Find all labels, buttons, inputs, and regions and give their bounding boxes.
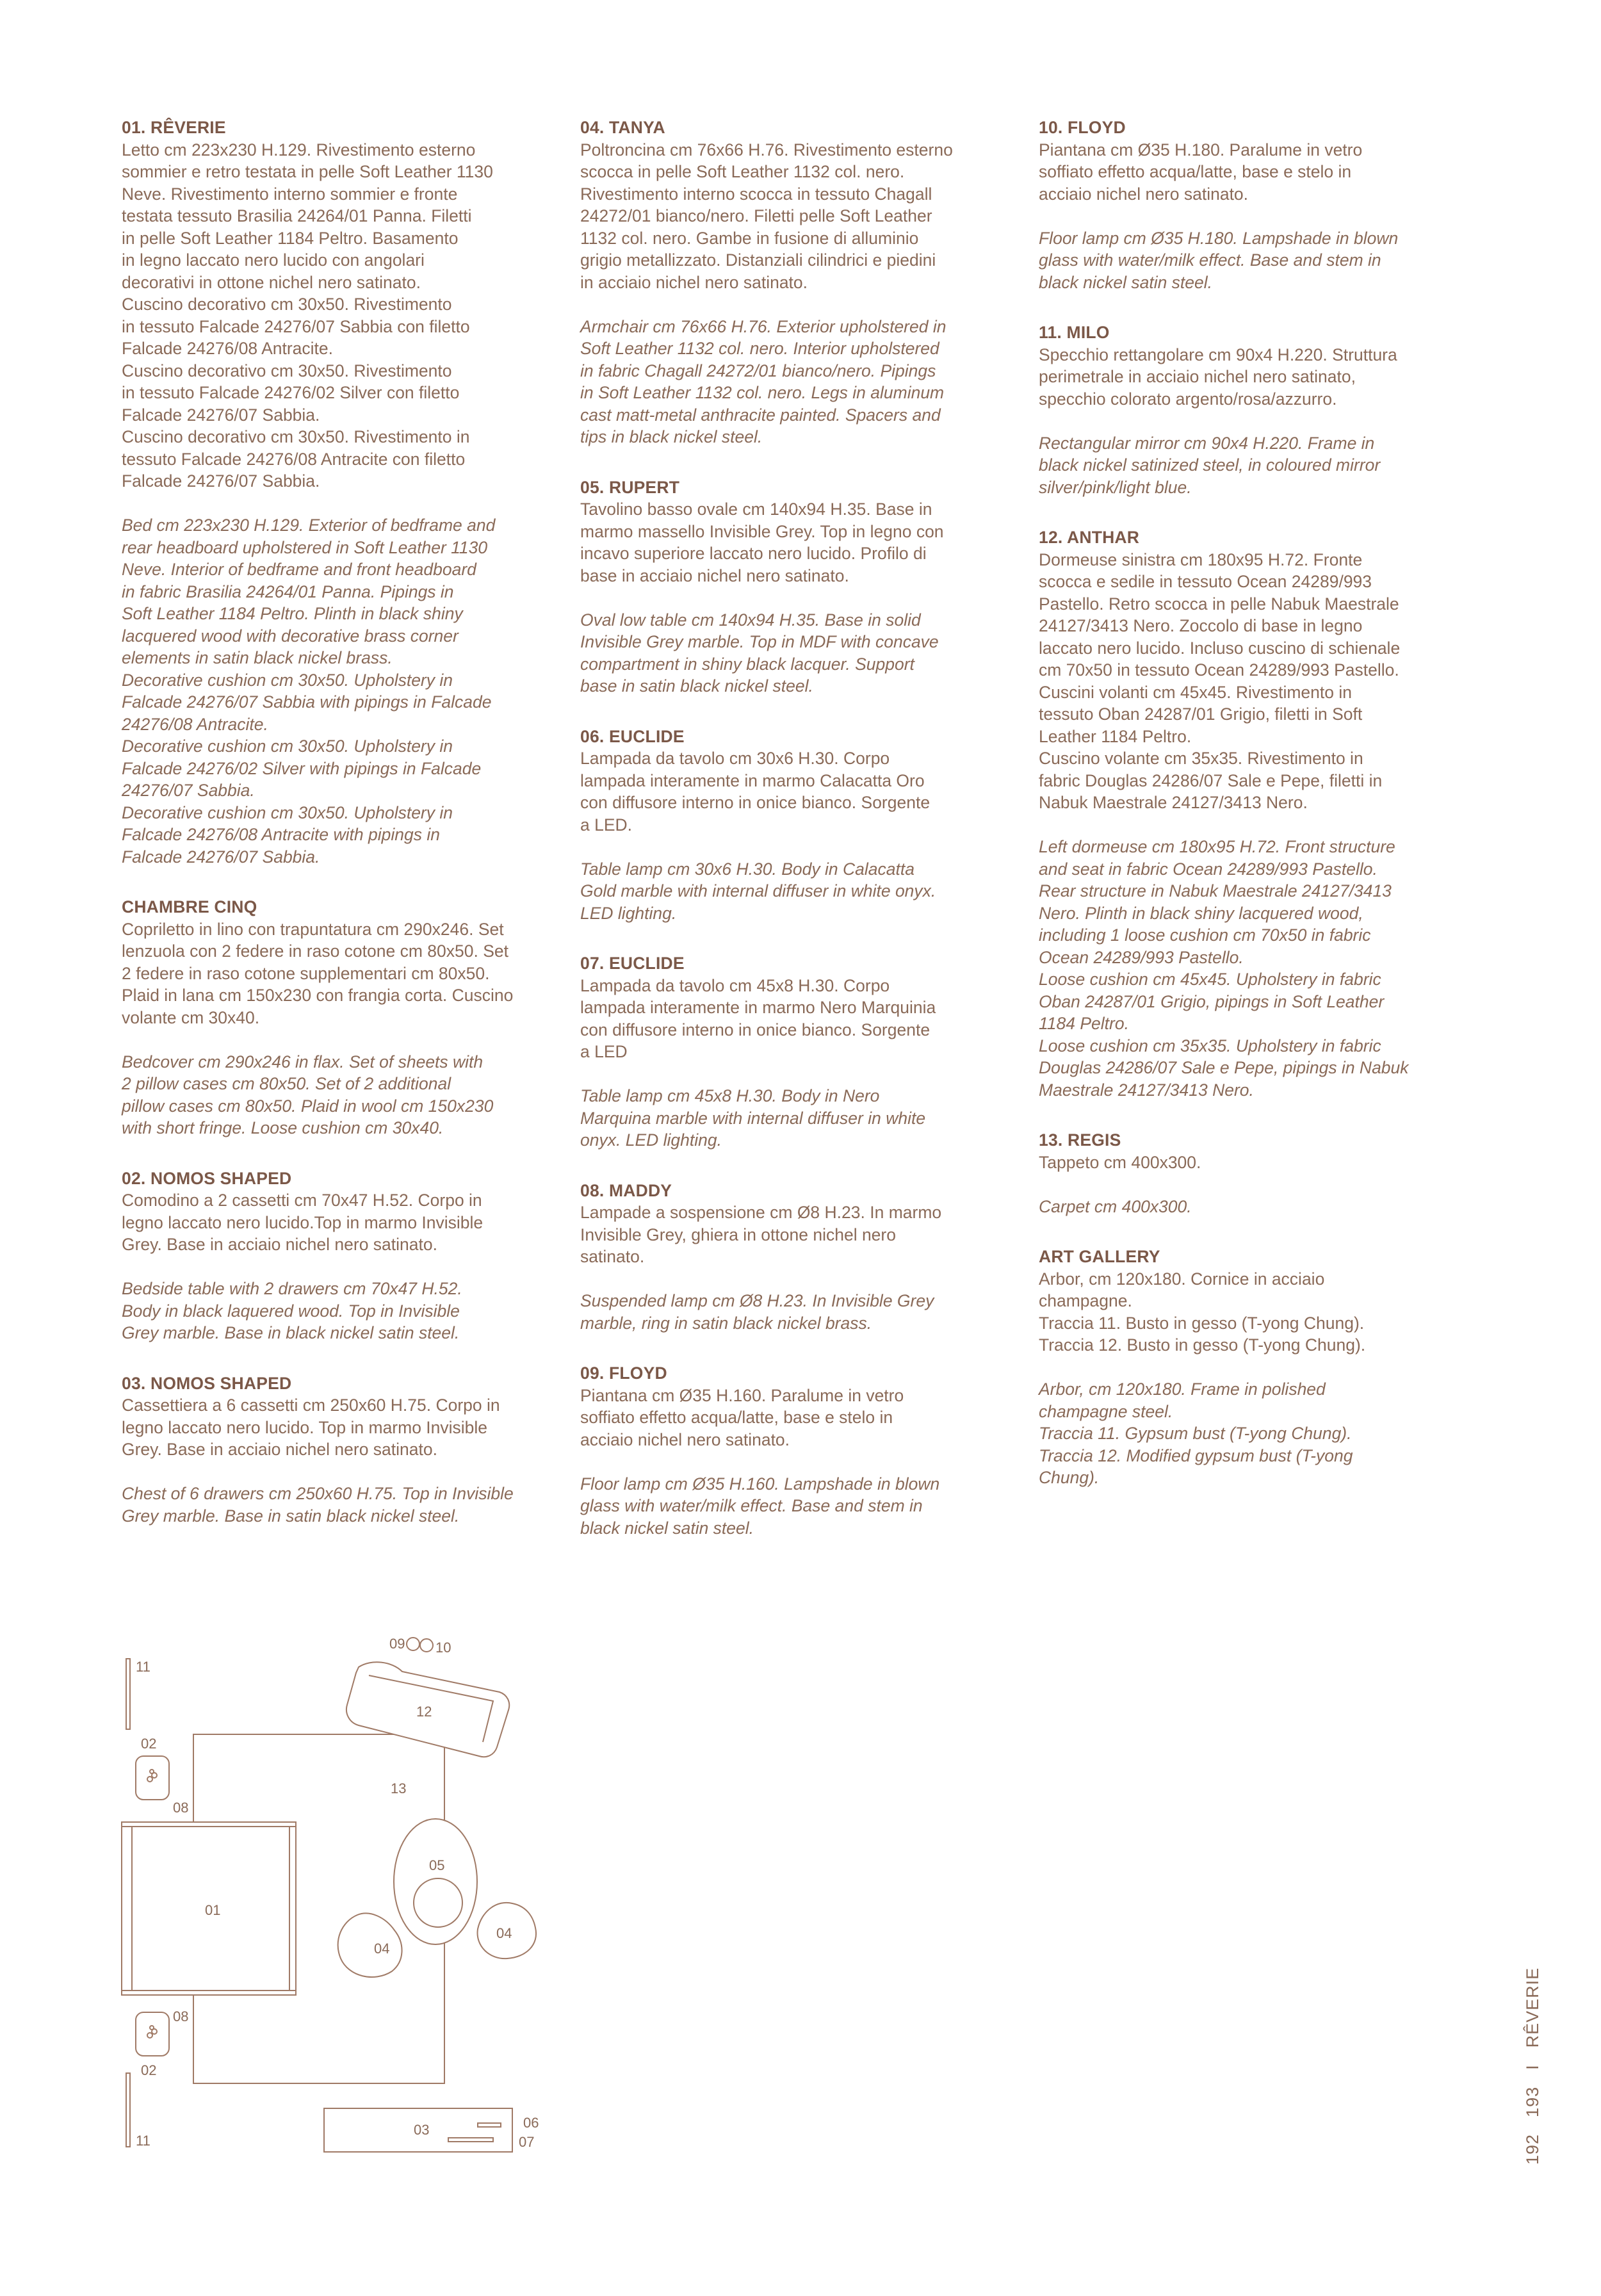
entry-regis — [1039, 1129, 1471, 1217]
entry-description-italian: Tappeto cm 400x300. — [1039, 1152, 1201, 1172]
entry-floyd-160 — [580, 1362, 1012, 1539]
entry-description-italian: Specchio rettangolare cm 90x4 H.220. Struttura perimetrale in acciaio nichel nero satinato, specchio colorato argento/rosa/azzurro. — [1039, 345, 1397, 409]
entry-title: 11. MILO — [1039, 323, 1110, 342]
entry-description-italian: Comodino a 2 cassetti cm 70x47 H.52. Corpo in legno laccato nero lucido.Top in marmo Invisible Grey. Base in acciaio nichel nero satinato. — [122, 1191, 484, 1254]
floor-plan-drawing — [115, 1620, 564, 2178]
plan-label-04: 04 — [374, 1941, 390, 1957]
text-column-1 — [122, 117, 554, 1555]
plan-label-05: 05 — [429, 1857, 445, 1873]
plan-label-08: 08 — [173, 1800, 189, 1816]
footer-separator: I — [1523, 2064, 1542, 2070]
entry-description-english: Bed cm 223x230 H.129. Exterior of bedframe and rear headboard upholstered in Soft Leather 1130 Neve. Interior of bedframe and front headboard in fabric Brasilia 24264/01 Panna. Pipings in Soft Leather 1184 Peltro. Plinth in black shiny lacquered wood with decorative brass corner elements in satin black nickel brass. Decorative cushion cm 30x50. Upholstery in Falcade 24276/07 Sabbia with pipings in Falcade 24276/08 Antracite. Decorative cushion cm 30x50. Upholstery in Falcade 24276/02 Silver with pipings in Falcade 24276/07 Sabbia. Decorative cushion cm 30x50. Upholstery in Falcade 24276/08 Antracite with pipings in Falcade 24276/07 Sabbia. — [122, 516, 496, 867]
entry-tanya — [580, 117, 1012, 448]
entry-description-english: Left dormeuse cm 180x95 H.72. Front structure and seat in fabric Ocean 24289/993 Pastello. Rear structure in Nabuk Maestrale 24127/3413 Nero. Plinth in black shiny lacquered wood, including 1 loose cushion cm 70x50 in fabric Ocean 24289/993 Pastello. Loose cushion cm 45x45. Upholstery in fabric Oban 24287/01 Grigio, pipings in Soft Leather 1184 Peltro. Loose cushion cm 35x35. Upholstery in fabric Douglas 24286/07 Sale e Pepe, pipings in Nabuk Maestrale 24127/3413 Nero. — [1039, 837, 1409, 1100]
entry-description-italian: Lampada da tavolo cm 45x8 H.30. Corpo lampada interamente in marmo Nero Marquinia con diffusore interno in onice bianco. Sorgente a LED — [580, 975, 936, 1061]
entry-maddy — [580, 1180, 1012, 1335]
plan-label-03: 03 — [414, 2122, 430, 2138]
entry-art-gallery — [1039, 1246, 1471, 1489]
page-number-left: 192 — [1523, 2133, 1542, 2165]
plan-floor-lamp — [420, 1639, 433, 1652]
entry-title: 06. EUCLIDE — [580, 726, 685, 746]
entry-description-english: Floor lamp cm Ø35 H.180. Lampshade in blown glass with water/milk effect. Base and stem in black nickel satin steel. — [1039, 228, 1399, 292]
entry-description-italian: Poltroncina cm 76x66 H.76. Rivestimento esterno scocca in pelle Soft Leather 1132 col. nero. Rivestimento interno scocca in tessuto Chagall 24272/01 bianco/nero. Filetti pelle Soft Leather 1132 col. nero. Gambe in fusione di alluminio grigio metallizzato. Distanziali cilindrici e piedini in acciaio nichel nero satinato. — [580, 140, 953, 292]
plan-mirror — [126, 2073, 130, 2147]
entry-description-english: Chest of 6 drawers cm 250x60 H.75. Top in Invisible Grey marble. Base in satin black nickel steel. — [122, 1484, 514, 1526]
entry-description-english: Arbor, cm 120x180. Frame in polished champagne steel. Traccia 11. Gypsum bust (T-yong Chung). Traccia 12. Modified gypsum bust (T-yong Chung). — [1039, 1380, 1353, 1487]
entry-description-italian: Piantana cm Ø35 H.160. Paralume in vetro soffiato effetto acqua/latte, base e stelo in acciaio nichel nero satinato. — [580, 1385, 904, 1449]
plan-label-04: 04 — [496, 1925, 512, 1941]
entry-description-italian: Dormeuse sinistra cm 180x95 H.72. Fronte scocca e sedile in tessuto Ocean 24289/993 Pastello. Retro scocca in pelle Nabuk Maestrale 24127/3413 Nero. Zoccolo di base in legno laccato nero lucido. Incluso cuscino di schienale cm 70x50 in tessuto Ocean 24289/993 Pastello. Cuscini volanti cm 45x45. Rivestimento in tessuto Oban 24287/01 Grigio, filetti in Soft Leather 1184 Peltro. Cuscino volante cm 35x35. Rivestimento in fabric Douglas 24286/07 Sale e Pepe, filetti in Nabuk Maestrale 24127/3413 Nero. — [1039, 550, 1401, 812]
entry-title: 09. FLOYD — [580, 1364, 667, 1383]
plan-suspended-lamp — [147, 2026, 157, 2038]
entry-title: 08. MADDY — [580, 1180, 672, 1200]
plan-floor-lamp — [407, 1638, 419, 1650]
entry-description-english: Suspended lamp cm Ø8 H.23. In Invisible Grey marble, ring in satin black nickel brass. — [580, 1291, 934, 1333]
text-column-3 — [1039, 117, 1471, 1517]
entry-description-italian: Lampade a sospensione cm Ø8 H.23. In marmo Invisible Grey, ghiera in ottone nichel nero satinato. — [580, 1203, 942, 1266]
entry-nomos-shaped-chest — [122, 1372, 554, 1527]
entry-euclide-small — [580, 726, 1012, 925]
section-name: RÊVERIE — [1523, 1967, 1542, 2048]
plan-oval-table — [394, 1819, 477, 1944]
text-column-2 — [580, 117, 1012, 1567]
entry-description-italian: Piantana cm Ø35 H.180. Paralume in vetro soffiato effetto acqua/latte, base e stelo in acciaio nichel nero satinato. — [1039, 140, 1363, 204]
entry-description-english: Bedcover cm 290x246 in flax. Set of sheets with 2 pillow cases cm 80x50. Set of 2 additional pillow cases cm 80x50. Plaid in wool cm 150x230 with short fringe. Loose cushion cm 30x40. — [122, 1052, 494, 1137]
entry-description-italian: Letto cm 223x230 H.129. Rivestimento esterno sommier e retro testata in pelle Soft Leather 1130 Neve. Rivestimento interno sommier e fronte testata tessuto Brasilia 24264/01 Panna. Filetti in pelle Soft Leather 1184 Peltro. Basamento in legno laccato nero lucido con angolari decorativi in ottone nichel nero satinato. Cuscino decorativo cm 30x50. Rivestimento in tessuto Falcade 24276/07 Sabbia con filetto Falcade 24276/08 Antracite. Cuscino decorativo cm 30x50. Rivestimento in tessuto Falcade 24276/02 Silver con filetto Falcade 24276/07 Sabbia. Cuscino decorativo cm 30x50. Rivestimento in tessuto Falcade 24276/08 Antracite con filetto Falcade 24276/07 Sabbia. — [122, 140, 493, 491]
entry-description-italian: Copriletto in lino con trapuntatura cm 290x246. Set lenzuola con 2 federe in raso cotone cm 80x50. Set 2 federe in raso cotone supplementari cm 80x50. Plaid in lana cm 150x230 con frangia corta. Cuscino volante cm 30x40. — [122, 919, 514, 1027]
entry-title: 04. TANYA — [580, 118, 665, 137]
entry-title: ART GALLERY — [1039, 1247, 1160, 1266]
entry-nomos-shaped-bedside — [122, 1168, 554, 1344]
entry-title: 02. NOMOS SHAPED — [122, 1168, 292, 1188]
plan-label-01: 01 — [205, 1902, 221, 1918]
plan-suspended-lamp — [147, 1770, 157, 1782]
entry-description-english: Table lamp cm 30x6 H.30. Body in Calacatta Gold marble with internal diffuser in white onyx. LED lighting. — [580, 859, 936, 923]
entry-description-italian: Tavolino basso ovale cm 140x94 H.35. Base in marmo massello Invisible Grey. Top in legno con incavo superiore laccato nero lucido. Profilo di base in acciaio nichel nero satinato. — [580, 500, 944, 585]
plan-label-02: 02 — [141, 1736, 157, 1752]
page-footer — [1523, 1951, 1543, 2165]
entry-title: 12. ANTHAR — [1039, 528, 1140, 547]
entry-euclide-large — [580, 952, 1012, 1152]
page-number-right: 193 — [1523, 2086, 1542, 2117]
entry-description-english: Rectangular mirror cm 90x4 H.220. Frame in black nickel satinized steel, in coloured mirror silver/pink/light blue. — [1039, 433, 1381, 497]
floor-plan — [115, 1620, 564, 2178]
plan-label-07: 07 — [519, 2134, 535, 2150]
entry-title: 03. NOMOS SHAPED — [122, 1373, 292, 1393]
plan-label-10: 10 — [435, 1640, 451, 1656]
plan-label-12: 12 — [416, 1704, 432, 1720]
entry-description-italian: Arbor, cm 120x180. Cornice in acciaio champagne. Traccia 11. Busto in gesso (T-yong Chung). Traccia 12. Busto in gesso (T-yong Chung). — [1039, 1269, 1366, 1355]
plan-armchair — [338, 1913, 402, 1977]
entry-chambre-cinq — [122, 896, 554, 1139]
entry-reverie — [122, 117, 554, 868]
entry-description-english: Armchair cm 76x66 H.76. Exterior upholstered in Soft Leather 1132 col. nero. Interior upholstered in fabric Chagall 24272/01 bianco/nero. Pipings in Soft Leather 1132 col. nero. Legs in aluminum cast matt-metal anthracite painted. Spacers and tips in black nickel steel. — [580, 316, 947, 446]
plan-table-lamp — [448, 2138, 493, 2142]
entry-description-english: Floor lamp cm Ø35 H.160. Lampshade in blown glass with water/milk effect. Base and stem in black nickel satin steel. — [580, 1474, 940, 1538]
entry-description-italian: Lampada da tavolo cm 30x6 H.30. Corpo lampada interamente in marmo Calacatta Oro con diffusore interno in onice bianco. Sorgente a LED. — [580, 749, 931, 835]
entry-description-english: Bedside table with 2 drawers cm 70x47 H.52. Body in black laquered wood. Top in Invisible Grey marble. Base in black nickel satin steel. — [122, 1279, 462, 1342]
entry-title: 07. EUCLIDE — [580, 954, 685, 973]
entry-floyd-180 — [1039, 117, 1471, 293]
plan-label-13: 13 — [391, 1780, 407, 1796]
entry-description-english: Table lamp cm 45x8 H.30. Body in Nero Marquina marble with internal diffuser in white onyx. LED lighting. — [580, 1086, 926, 1150]
plan-label-08: 08 — [173, 2008, 189, 2024]
plan-table-lamp — [478, 2123, 501, 2127]
entry-description-english: Oval low table cm 140x94 H.35. Base in solid Invisible Grey marble. Top in MDF with concave compartment in shiny black lacquer. Support base in satin black nickel steel. — [580, 610, 939, 696]
plan-label-06: 06 — [523, 2115, 539, 2131]
entry-anthar — [1039, 526, 1471, 1101]
entry-title: 10. FLOYD — [1039, 118, 1126, 137]
entry-title: 01. RÊVERIE — [122, 118, 226, 137]
entry-title: CHAMBRE CINQ — [122, 897, 257, 916]
entry-title: 05. RUPERT — [580, 477, 680, 497]
entry-description-italian: Cassettiera a 6 cassetti cm 250x60 H.75. Corpo in legno laccato nero lucido. Top in marmo Invisible Grey. Base in acciaio nichel nero satinato. — [122, 1396, 500, 1459]
plan-label-09: 09 — [389, 1636, 405, 1652]
plan-label-11: 11 — [136, 2133, 150, 2149]
plan-mirror — [126, 1659, 130, 1729]
entry-title: 13. REGIS — [1039, 1130, 1121, 1150]
entry-description-english: Carpet cm 400x300. — [1039, 1196, 1192, 1216]
plan-label-02: 02 — [141, 2062, 157, 2078]
entry-milo — [1039, 322, 1471, 498]
entry-rupert — [580, 476, 1012, 697]
plan-label-11: 11 — [136, 1659, 150, 1675]
